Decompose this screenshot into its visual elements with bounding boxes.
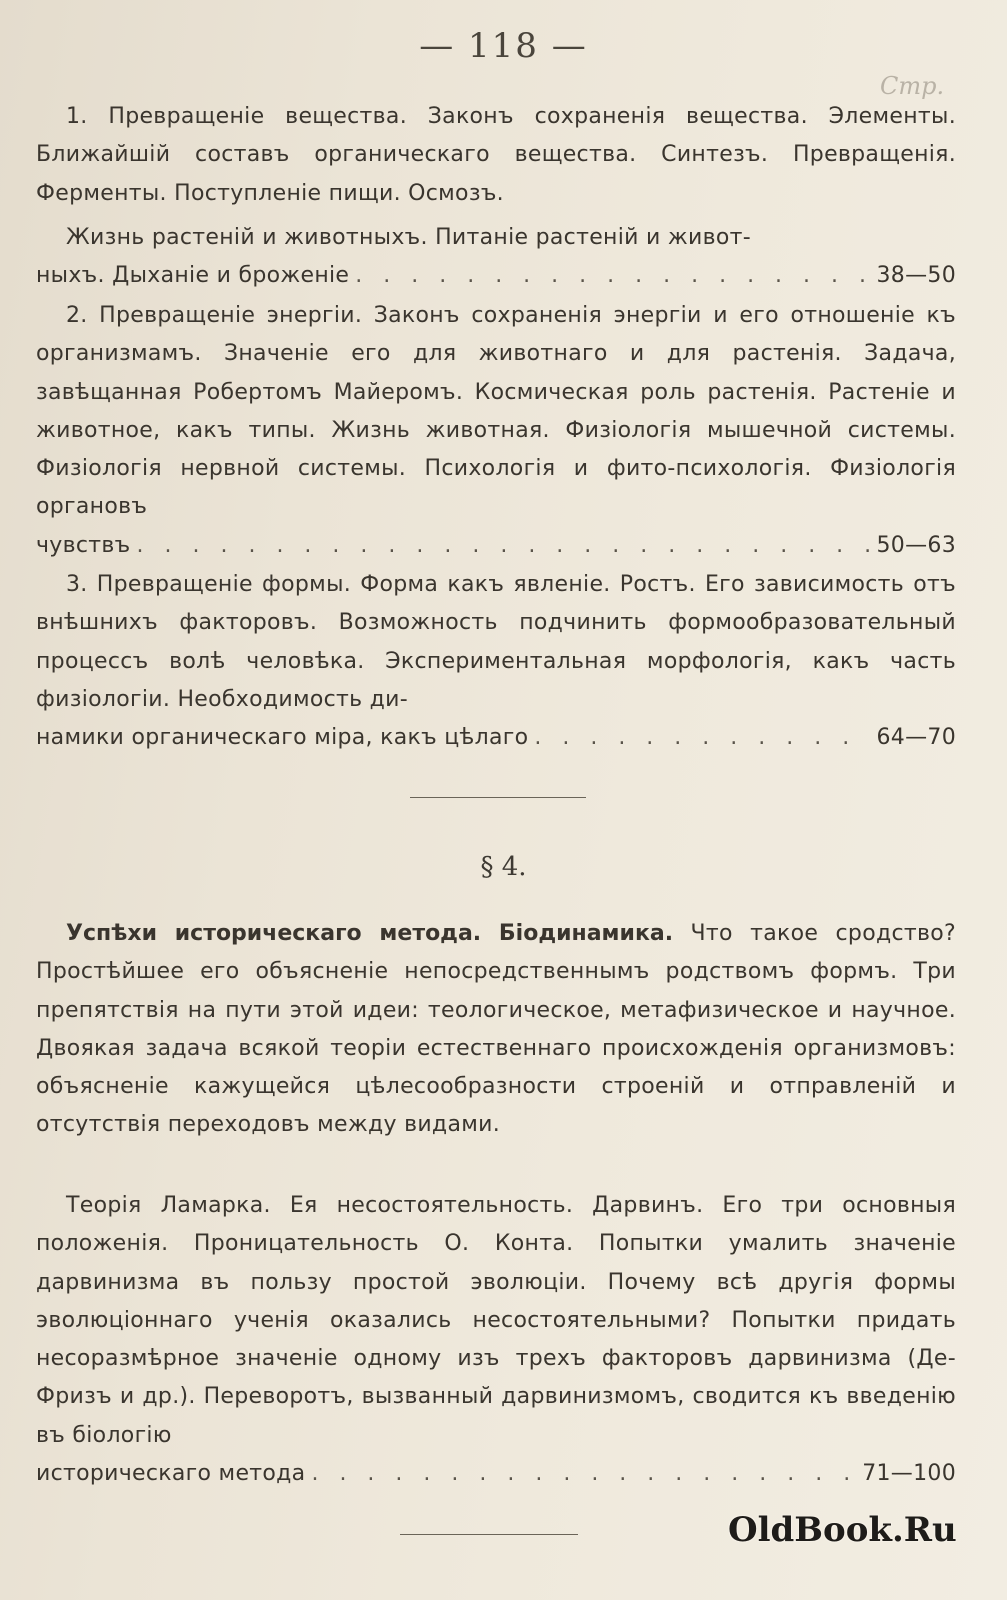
toc-leader-line <box>36 719 956 757</box>
toc-leader-line <box>36 1455 956 1493</box>
bottom-divider <box>400 1534 578 1535</box>
toc-leader-line <box>36 257 956 295</box>
toc-entry-1-continued <box>36 219 956 296</box>
dot-leader <box>311 1455 856 1493</box>
section-entry-heading: Успѣхи историческаго метода. Біодинамика. <box>66 921 674 946</box>
section-heading: § 4. <box>480 852 527 882</box>
toc-entry-last-line: ныхъ. Дыханіе и броженіе <box>36 263 350 289</box>
page-column-header: Стр. <box>880 72 945 100</box>
section-entry-1 <box>36 915 956 1145</box>
page-number: — 118 — <box>419 26 588 66</box>
toc-page-range: 71—100 <box>862 1461 956 1487</box>
toc-page-range: 64—70 <box>876 725 956 751</box>
toc-entry-text: 3. Превращеніе формы. Форма какъ явленіе. Ростъ. Его зависимость отъ внѣшнихъ факторовъ. Возможность подчинить формообразовательный процессъ волѣ человѣка. Экспериментальная морфологія, какъ часть физіологіи. Необходимость ди- <box>36 572 956 712</box>
toc-entry-1 <box>36 98 956 213</box>
toc-entry-last-line: намики органическаго міра, какъ цѣлаго <box>36 725 529 751</box>
toc-entry-2 <box>36 297 956 565</box>
section-entry-text: Что такое сродство? Простѣйшее его объясненіе непосредственнымъ родствомъ формъ. Три препятствія на пути этой идеи: теологическое, метафизическое и научное. Двоякая задача всякой теоріи естественнаго происхожденія организмовъ: объясненіе кажущейся цѣлесообразности строеній и отправленій и отсутствія переходовъ между видами. <box>36 921 956 1138</box>
toc-leader-line <box>36 527 956 565</box>
dot-leader <box>137 527 871 565</box>
section-entry-text: Теорія Ламарка. Ея несостоятельность. Дарвинъ. Его три основныя положенія. Проницательность О. Конта. Попытки умалить значеніе дарвинизма въ пользу простой эволюціи. Почему всѣ другія формы эволюціоннаго ученія оказались несостоятельными? Попытки придать несоразмѣрное значеніе одному изъ трехъ факторовъ дарвинизма (Де-Фризъ и др.). Переворотъ, вызванный дарвинизмомъ, сводится къ введенію въ біологію <box>36 1193 956 1448</box>
toc-page-range: 38—50 <box>876 263 956 289</box>
toc-page-range: 50—63 <box>876 532 956 558</box>
dot-leader <box>534 719 870 757</box>
toc-entry-3 <box>36 566 956 757</box>
toc-entry-text: 1. Превращеніе вещества. Законъ сохраненія вещества. Элементы. Ближайшій составъ органическаго вещества. Синтезъ. Превращенія. Ферменты. Поступленіе пищи. Осмозъ. <box>36 104 956 206</box>
toc-entry-text: Жизнь растеній и животныхъ. Питаніе растеній и живот- <box>66 225 751 250</box>
watermark-logo: OldBook.Ru <box>728 1510 957 1550</box>
toc-entry-last-line: чувствъ <box>36 532 131 558</box>
toc-entry-last-line: историческаго метода <box>36 1461 306 1487</box>
toc-entry-text: 2. Превращеніе энергіи. Законъ сохраненія энергіи и его отношеніе къ организмамъ. Значеніе его для животнаго и для растенія. Задача, завѣщанная Робертомъ Майеромъ. Космическая роль растенія. Растеніе и животное, какъ типы. Жизнь животная. Физіологія мышечной системы. Физіологія нервной системы. Психологія и фито-психологія. Физіологія органовъ <box>36 303 956 520</box>
section-entry-2 <box>36 1187 956 1493</box>
section-divider <box>410 797 586 798</box>
dot-leader <box>355 257 870 295</box>
